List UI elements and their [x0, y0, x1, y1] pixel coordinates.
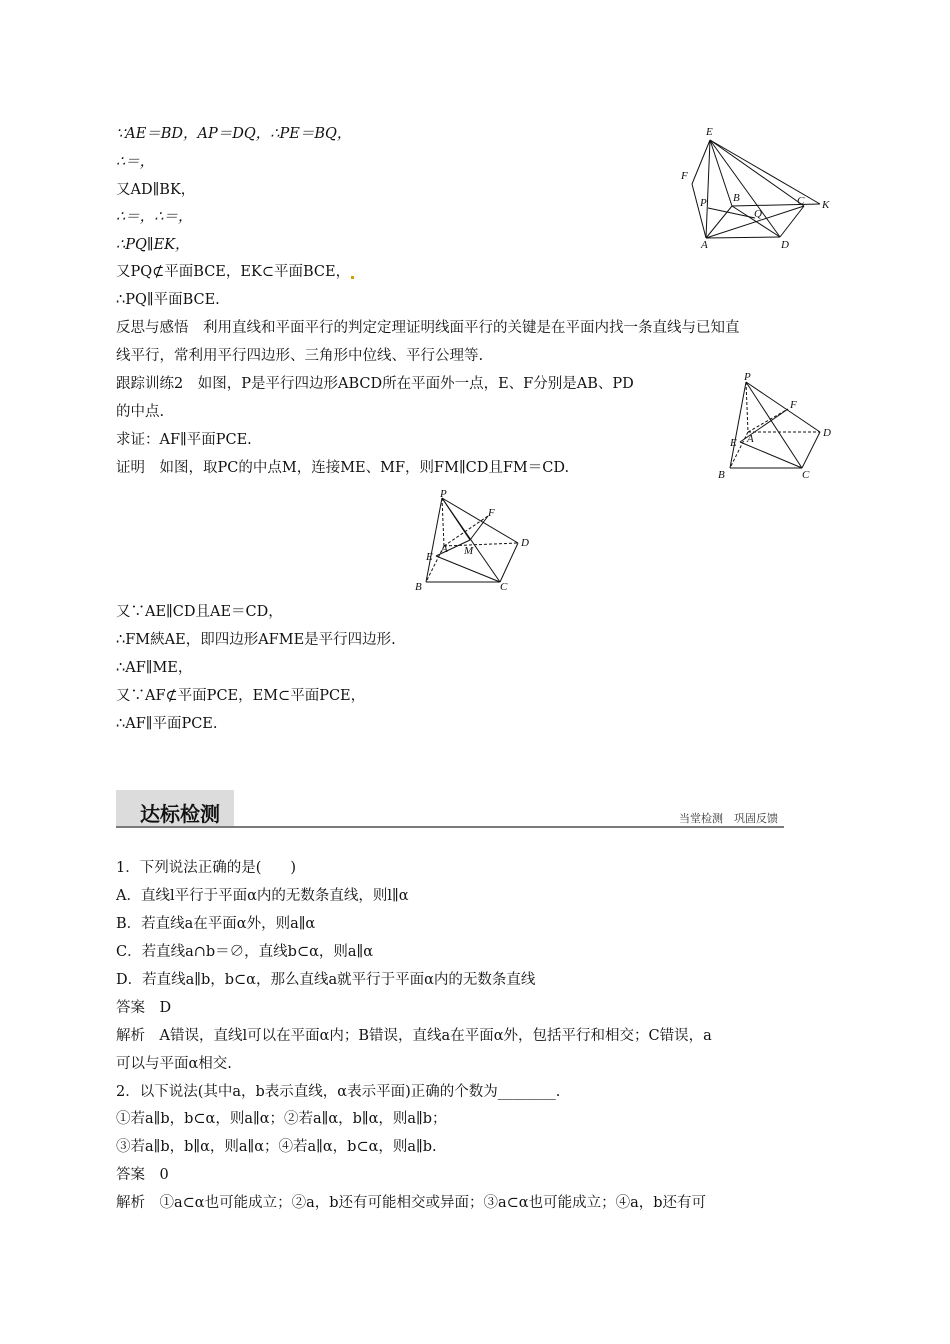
label-B: B — [415, 581, 422, 593]
exercise-line-4: 证明 如图，取PC的中点M，连接ME、MF，则FM∥CD且FM＝CD. — [116, 460, 570, 476]
label-Q: Q — [754, 208, 762, 220]
reflection-line-1: 反思与感悟 利用直线和平面平行的判定定理证明线面平行的关键是在平面内找一条直线与已知直 — [116, 320, 740, 336]
label-D: D — [781, 239, 789, 251]
geometry-figure-3 — [408, 488, 543, 598]
label-F: F — [681, 170, 688, 182]
proof-line-5: ∴PQ∥EK， — [116, 237, 190, 253]
q1-option-b: B．若直线a在平面α外，则a∥α — [116, 916, 316, 932]
reflection-line-2: 线平行，常利用平行四边形、三角形中位线、平行公理等. — [116, 348, 484, 364]
label-C: C — [500, 581, 508, 593]
proof-line-7: ∴PQ∥平面BCE. — [116, 292, 220, 308]
label-B: B — [718, 469, 725, 481]
label-A: A — [441, 543, 448, 555]
label-K: K — [822, 199, 830, 211]
q1-option-c: C．若直线a∩b＝∅，直线b⊂α，则a∥α — [116, 944, 374, 960]
label-C: C — [802, 469, 810, 481]
section-title: 达标检测 — [140, 802, 220, 826]
label-P: P — [440, 488, 447, 500]
q2-stem: 2．以下说法(其中a，b表示直线，α表示平面)正确的个数为________. — [116, 1084, 561, 1100]
section-subtitle: 当堂检测 巩固反馈 — [679, 812, 778, 825]
q1-option-a: A．直线l平行于平面α内的无数条直线，则l∥α — [116, 888, 409, 904]
proof-line-2: ∴＝， — [116, 154, 155, 170]
label-D: D — [521, 537, 529, 549]
proof-line-1: ∵AE＝BD，AP＝DQ，∴PE＝BQ， — [116, 126, 352, 142]
label-F: F — [488, 507, 495, 519]
exercise-line-6: ∴FM綊AE，即四边形AFME是平行四边形. — [116, 632, 396, 648]
label-B: B — [733, 192, 740, 204]
q1-analysis-line-1: 解析 A错误，直线l可以在平面α内；B错误，直线a在平面α外，包括平行和相交；C错误，a — [116, 1028, 712, 1044]
exercise-line-1: 跟踪训练2 如图，P是平行四边形ABCD所在平面外一点，E、F分别是AB、PD — [116, 376, 634, 392]
exercise-line-9: ∴AF∥平面PCE. — [116, 716, 218, 732]
geometry-figure-2 — [710, 372, 840, 484]
exercise-line-8: 又∵AF⊄平面PCE，EM⊂平面PCE， — [116, 688, 366, 704]
section-divider — [116, 826, 784, 828]
yellow-dot-mark — [351, 276, 354, 279]
label-E: E — [730, 437, 737, 449]
q2-items-line-1: ①若a∥b，b⊂α，则a∥α；②若a∥α，b∥α，则a∥b； — [116, 1111, 447, 1127]
proof-line-6: 又PQ⊄平面BCE，EK⊂平面BCE， — [116, 264, 351, 280]
label-C: C — [797, 195, 805, 207]
geometry-figure-1 — [670, 122, 840, 252]
label-P: P — [700, 197, 707, 209]
exercise-line-2: 的中点. — [116, 404, 165, 420]
q2-analysis: 解析 ①a⊂α也可能成立；②a，b还有可能相交或异面；③a⊂α也可能成立；④a，b还有可 — [116, 1195, 707, 1211]
section-header — [116, 790, 784, 830]
label-M: M — [464, 545, 474, 557]
exercise-line-5: 又∵AE∥CD且AE＝CD， — [116, 604, 283, 620]
q2-items-line-2: ③若a∥b，b∥α，则a∥α；④若a∥α，b⊂α，则a∥b. — [116, 1139, 437, 1155]
q1-option-d: D．若直线a∥b，b⊂α，那么直线a就平行于平面α内的无数条直线 — [116, 972, 536, 988]
label-D: D — [823, 427, 831, 439]
q1-answer: 答案 D — [116, 1000, 172, 1016]
proof-line-3: 又AD∥BK， — [116, 182, 196, 198]
label-E: E — [706, 126, 713, 138]
label-F: F — [790, 399, 797, 411]
q2-answer: 答案 0 — [116, 1167, 169, 1183]
proof-line-4: ∴＝，∴＝， — [116, 209, 193, 225]
label-A: A — [701, 239, 708, 251]
label-E: E — [426, 551, 433, 563]
exercise-line-7: ∴AF∥ME， — [116, 660, 193, 676]
q1-analysis-line-2: 可以与平面α相交. — [116, 1056, 232, 1072]
q1-stem: 1．下列说法正确的是( ) — [116, 860, 297, 876]
exercise-line-3: 求证：AF∥平面PCE. — [116, 432, 252, 448]
label-P: P — [744, 372, 751, 383]
label-A: A — [747, 433, 754, 445]
